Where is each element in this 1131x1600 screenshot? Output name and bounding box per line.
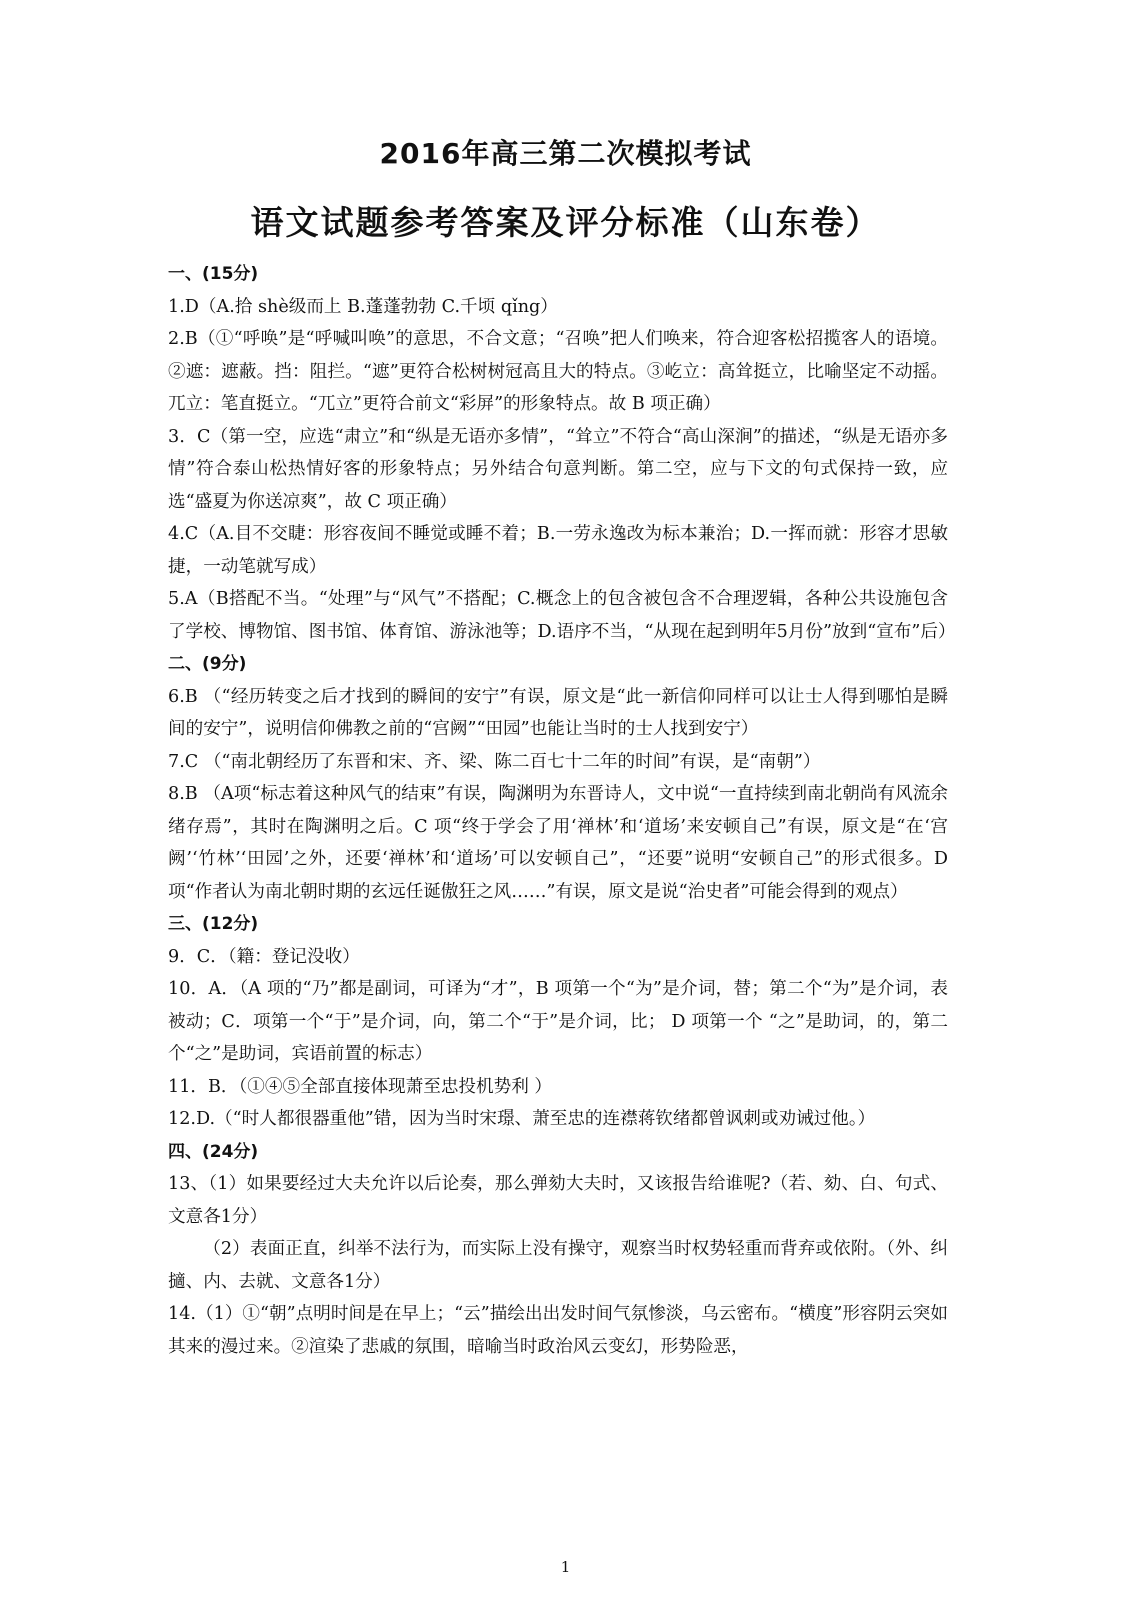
section-heading: 四、(24分): [168, 1141, 259, 1162]
answer-item: （2）表面正直，纠举不法行为，而实际上没有操守，观察当时权势轻重而背弃或依附。（外、纠擿、内、去就、文意各1分）: [168, 1239, 948, 1292]
title-line2: 语文试题参考答案及评分标准（山东卷）: [250, 203, 881, 242]
section-heading: 二、(9分): [168, 654, 247, 674]
answer-item: 12.D.（“时人都很器重他”错，因为当时宋璟、萧至忠的连襟蒋钦绪都曾讽刺或劝诫过他。）: [168, 1109, 876, 1129]
answer-item: 6.B （“经历转变之后才找到的瞬间的安宁”有误，原文是“此一新信仰同样可以让士人得到哪怕是瞬间的安宁”，说明信仰佛教之前的“宫阙”“田园”也能让当时的士人找到安宁）: [168, 686, 948, 739]
answer-item: 3．C（第一空，应选“肃立”和“纵是无语亦多情”，“耸立”不符合“高山深涧”的描述，“纵是无语亦多情”符合泰山松热情好客的形象特点；另外结合句意判断。第二空，应与下文的句式保持一致，应选“盛夏为你送凉爽”，故 C 项正确）: [168, 426, 948, 512]
answer-item: 13、（1）如果要经过大夫允许以后论奏，那么弹劾大夫时，又该报告给谁呢?（若、劾、白、句式、文意各1分）: [168, 1174, 948, 1227]
answer-item: 10．A．（A 项的“乃”都是副词，可译为“才”，B 项第一个“为”是介词，替；第二个“为”是介词，表被动；C．项第一个“于”是介词，向，第二个“于”是介词，比； D 项第一个 “之”是助词，的，第二个“之”是助词，宾语前置的标志）: [168, 979, 948, 1064]
answer-item: 14.（1）①“朝”点明时间是在早上；“云”描绘出出发时间气氛惨淡，乌云密布。“横度”形容阴云突如其来的漫过来。②渲染了悲戚的氛围，暗喻当时政治风云变幻，形势险恶，: [168, 1304, 948, 1357]
answer-item: 5.A（B搭配不当。“处理”与“风气”不搭配；C.概念上的包含被包含不合理逻辑，各种公共设施包含了学校、博物馆、图书馆、体育馆、游泳池等；D.语序不当，“从现在起到明年5月份”放到“宣布”后）: [168, 589, 956, 642]
answer-item: 8.B （A项“标志着这种风气的结束”有误，陶渊明为东晋诗人，文中说“一直持续到南北朝尚有风流余绪存焉”，其时在陶渊明之后。C 项“终于学会了用‘禅林’和‘道场’来安顿自己”有误，原文是“在‘宫阙’‘竹林’‘田园’之外，还要‘禅林’和‘道场’可以安顿自己”，“还要”说明“安顿自己”的形式很多。D项“作者认为南北朝时期的玄远任诞傲狂之风……”有误，原文是说“治史者”可能会得到的观点）: [168, 784, 948, 902]
answer-item: 4.C（A.目不交睫：形容夜间不睡觉或睡不着；B.一劳永逸改为标本兼治；D.一挥而就：形容才思敏捷，一动笔就写成）: [168, 524, 948, 577]
answer-item: 9．C．（籍：登记没收）: [168, 946, 360, 967]
section-heading: 一、(15分): [168, 264, 259, 284]
answer-item: 2.B（①“呼唤”是“呼喊叫唤”的意思，不合文意；“召唤”把人们唤来，符合迎客松招揽客人的语境。②遮：遮蔽。挡：阻拦。“遮”更符合松树树冠高且大的特点。③屹立：高耸挺立，比喻坚定不动摇。兀立：笔直挺立。“兀立”更符合前文“彩屏”的形象特点。故 B 项正确）: [168, 329, 948, 414]
title-line1: 2016年高三第二次模拟考试: [379, 137, 752, 170]
answer-item: 7.C （“南北朝经历了东晋和宋、齐、梁、陈二百七十二年的时间”有误，是“南朝”）: [168, 751, 821, 772]
answer-item: 1.D（A.拾 shè级而上 B.蓬蓬勃勃 C.千顷 qǐng）: [168, 296, 558, 317]
section-heading: 三、(12分): [168, 914, 259, 934]
page-number: 1: [560, 1558, 571, 1576]
answer-item: 11．B．（①④⑤全部直接体现萧至忠投机势利 ）: [168, 1076, 552, 1097]
document-body: [168, 258, 956, 1363]
